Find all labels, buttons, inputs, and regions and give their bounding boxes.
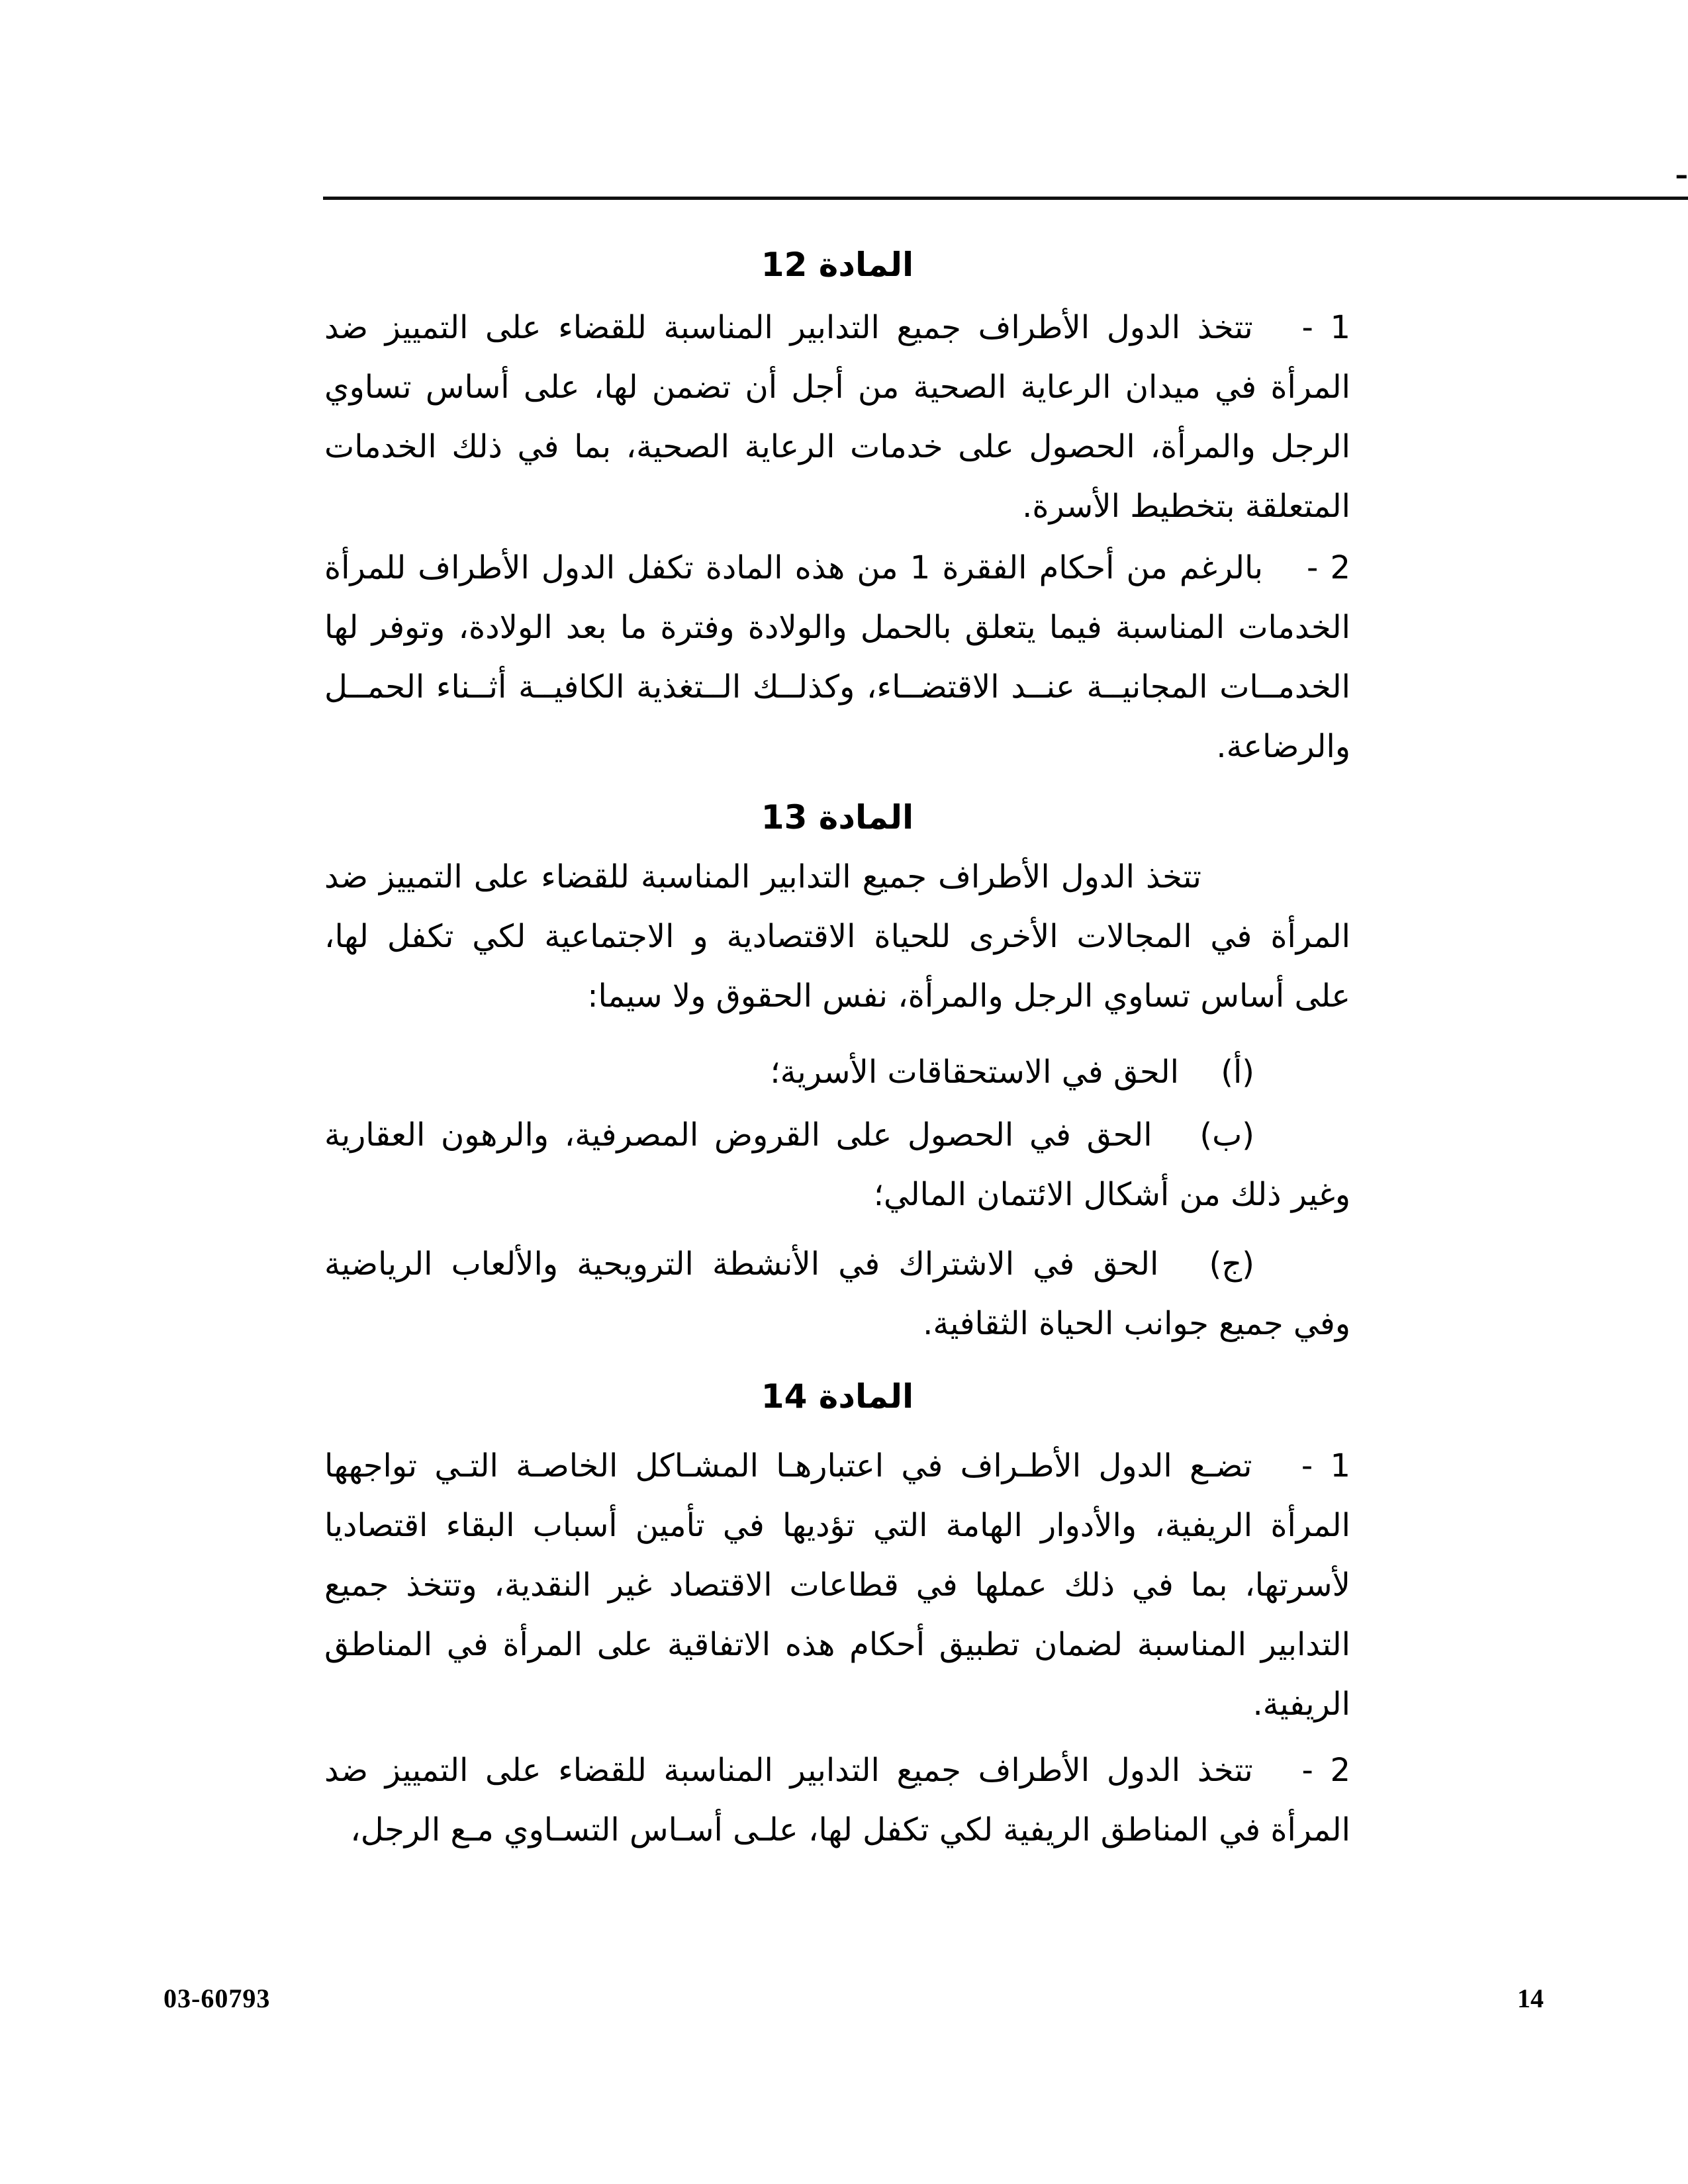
text-line: المرأة في ميدان الرعاية الصحية من أجل أن تضمن لها، على أساس تساوي — [324, 369, 1350, 406]
text-line: لأسرتها، بما في ذلك عملها في قطاعات الاقتصاد غير النقدية، وتتخذ جميع — [324, 1567, 1350, 1604]
text-line: (أ) الحق في الاستحقاقات الأسرية؛ — [770, 1054, 1254, 1091]
text-line: وفي جميع جوانب الحياة الثقافية. — [923, 1305, 1350, 1342]
article-13-item-b — [324, 1105, 1350, 1224]
text-line: الريفية. — [1252, 1686, 1350, 1723]
article-13-heading: المادة 13 — [761, 798, 914, 837]
text-line: 1 - تضـع الدول الأطـراف في اعتبارهـا المشـاكل الخاصـة التـي تواجهها — [324, 1447, 1350, 1484]
text-line: (ب) الحق في الحصول على القروض المصرفية، والرهون العقارية — [324, 1116, 1254, 1154]
article-12-paragraph-1 — [324, 298, 1350, 536]
top-right-dash: - — [1675, 152, 1688, 195]
text-line: المرأة في المناطق الريفية لكي تكفل لها، علـى أسـاس التسـاوي مـع الرجل، — [350, 1811, 1350, 1848]
article-13-item-c — [324, 1234, 1350, 1353]
text-line: التدابير المناسبة لضمان تطبيق أحكام هذه الاتفاقية على المرأة في المناطق — [324, 1626, 1350, 1663]
text-line: والرضاعة. — [1216, 728, 1350, 765]
footer-document-code: 03-60793 — [164, 1983, 271, 2013]
text-line: تتخذ الدول الأطراف جميع التدابير المناسبة للقضاء على التمييز ضد — [324, 858, 1201, 895]
text-line: (ج) الحق في الاشتراك في الأنشطة الترويحية والألعاب الرياضية — [324, 1246, 1254, 1283]
article-14-heading: المادة 14 — [761, 1377, 914, 1416]
text-line: وغير ذلك من أشكال الائتمان المالي؛ — [873, 1176, 1350, 1213]
article-13-item-a — [324, 1042, 1350, 1102]
text-line: على أساس تساوي الرجل والمرأة، نفس الحقوق ولا سيما: — [587, 978, 1350, 1015]
text-line: المرأة في المجالات الأخرى للحياة الاقتصادية و الاجتماعية لكي تكفل لها، — [324, 918, 1350, 955]
text-line: الرجل والمرأة، الحصول على خدمات الرعاية الصحية، بما في ذلك الخدمات — [324, 428, 1350, 465]
text-line: 2 - بالرغم من أحكام الفقرة 1 من هذه المادة تكفل الدول الأطراف للمرأة — [324, 549, 1350, 586]
text-line: 2 - تتخذ الدول الأطراف جميع التدابير المناسبة للقضاء على التمييز ضد — [324, 1752, 1350, 1789]
text-line: المرأة الريفية، والأدوار الهامة التي تؤديها في تأمين أسباب البقاء اقتصاديا — [324, 1507, 1350, 1544]
article-14-paragraph-2 — [324, 1741, 1350, 1860]
header-rule — [323, 197, 1688, 200]
article-13-paragraph — [324, 847, 1350, 1026]
text-line: 1 - تتخذ الدول الأطراف جميع التدابير المناسبة للقضاء على التمييز ضد — [324, 309, 1350, 346]
text-line: المتعلقة بتخطيط الأسرة. — [1022, 488, 1350, 525]
text-line: الخدمــات المجانيــة عنــد الاقتضــاء، وكذلــك الــتغذية الكافيــة أثــناء الحمــل — [324, 668, 1350, 705]
article-14-paragraph-1 — [324, 1436, 1350, 1734]
document-body — [324, 235, 1350, 1860]
article-12-paragraph-2 — [324, 538, 1350, 776]
text-line: الخدمات المناسبة فيما يتعلق بالحمل والولادة وفترة ما بعد الولادة، وتوفر لها — [324, 609, 1350, 646]
article-12-heading: المادة 12 — [761, 246, 914, 284]
footer-page-number: 14 — [1517, 1983, 1544, 2013]
